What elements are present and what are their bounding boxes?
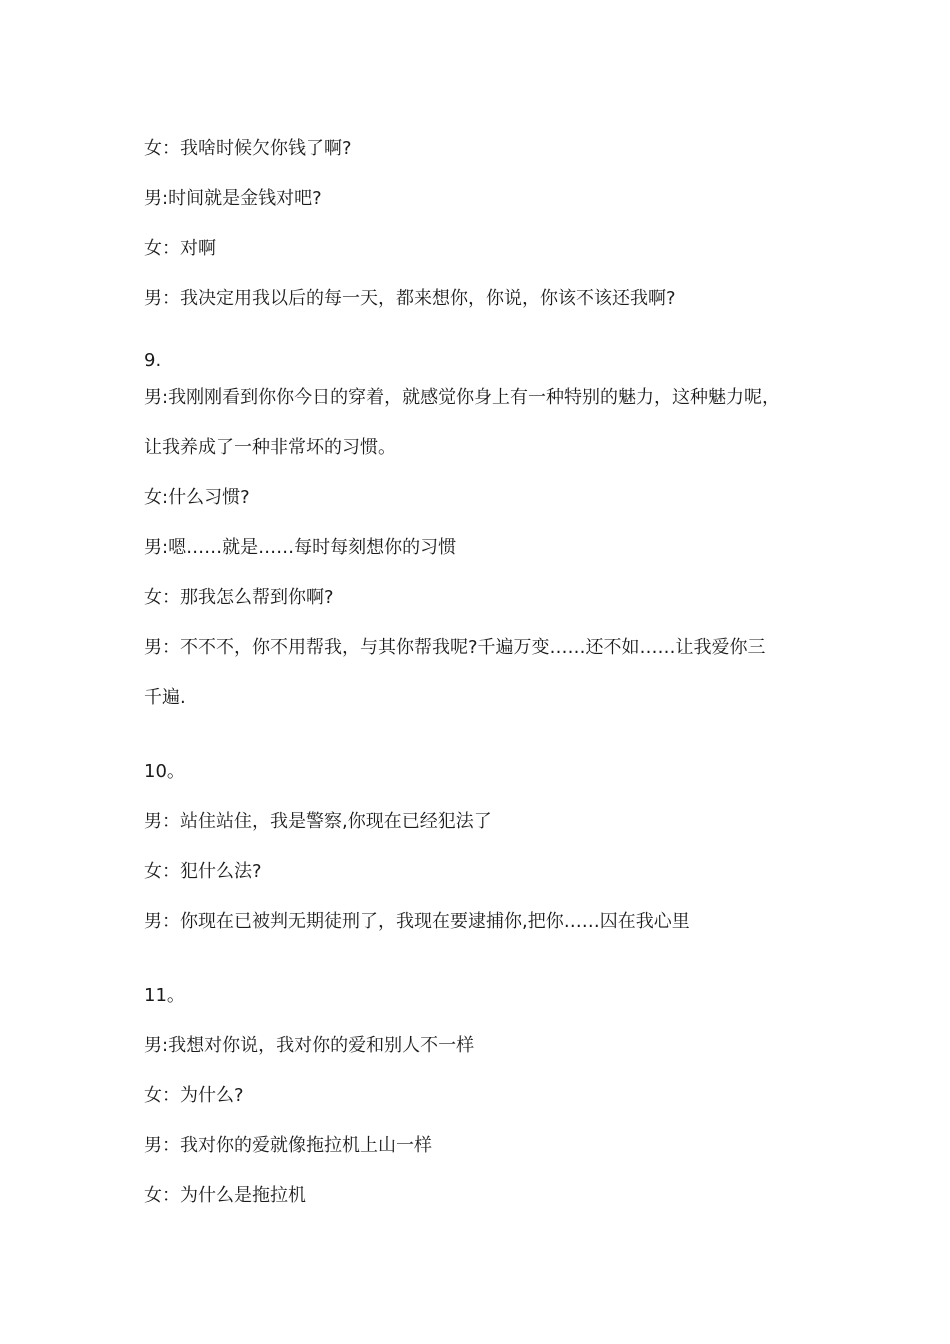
dialogue-line: 男:我想对你说，我对你的爱和别人不一样 [144, 1035, 475, 1056]
dialogue-line: 男：我对你的爱就像拖拉机上山一样 [144, 1135, 432, 1156]
dialogue-line: 女：那我怎么帮到你啊? [144, 587, 334, 608]
section-number: 11。 [144, 985, 185, 1006]
dialogue-line: 男:嗯……就是……每时每刻想你的习惯 [144, 537, 457, 558]
dialogue-line: 千遍. [144, 687, 186, 708]
dialogue-line: 男：我决定用我以后的每一天，都来想你，你说，你该不该还我啊? [144, 288, 676, 309]
dialogue-line: 女：我啥时候欠你钱了啊? [144, 138, 352, 159]
dialogue-line: 男：站住站住，我是警察,你现在已经犯法了 [144, 811, 492, 832]
dialogue-line: 男:时间就是金钱对吧? [144, 188, 322, 209]
dialogue-line: 男:我刚刚看到你你今日的穿着，就感觉你身上有一种特别的魅力，这种魅力呢， [144, 387, 781, 408]
dialogue-line: 女：对啊 [144, 238, 216, 259]
dialogue-line: 女：为什么是拖拉机 [144, 1185, 306, 1206]
section-number: 10。 [144, 761, 185, 782]
dialogue-line: 让我养成了一种非常坏的习惯。 [144, 437, 396, 458]
dialogue-line: 女:什么习惯? [144, 487, 250, 508]
section-number: 9. [144, 350, 162, 371]
dialogue-line: 男：你现在已被判无期徒刑了，我现在要逮捕你,把你……囚在我心里 [144, 911, 690, 932]
dialogue-line: 男：不不不，你不用帮我，与其你帮我呢?千遍万变……还不如……让我爱你三 [144, 637, 766, 658]
dialogue-line: 女：犯什么法? [144, 861, 262, 882]
dialogue-line: 女：为什么? [144, 1085, 244, 1106]
